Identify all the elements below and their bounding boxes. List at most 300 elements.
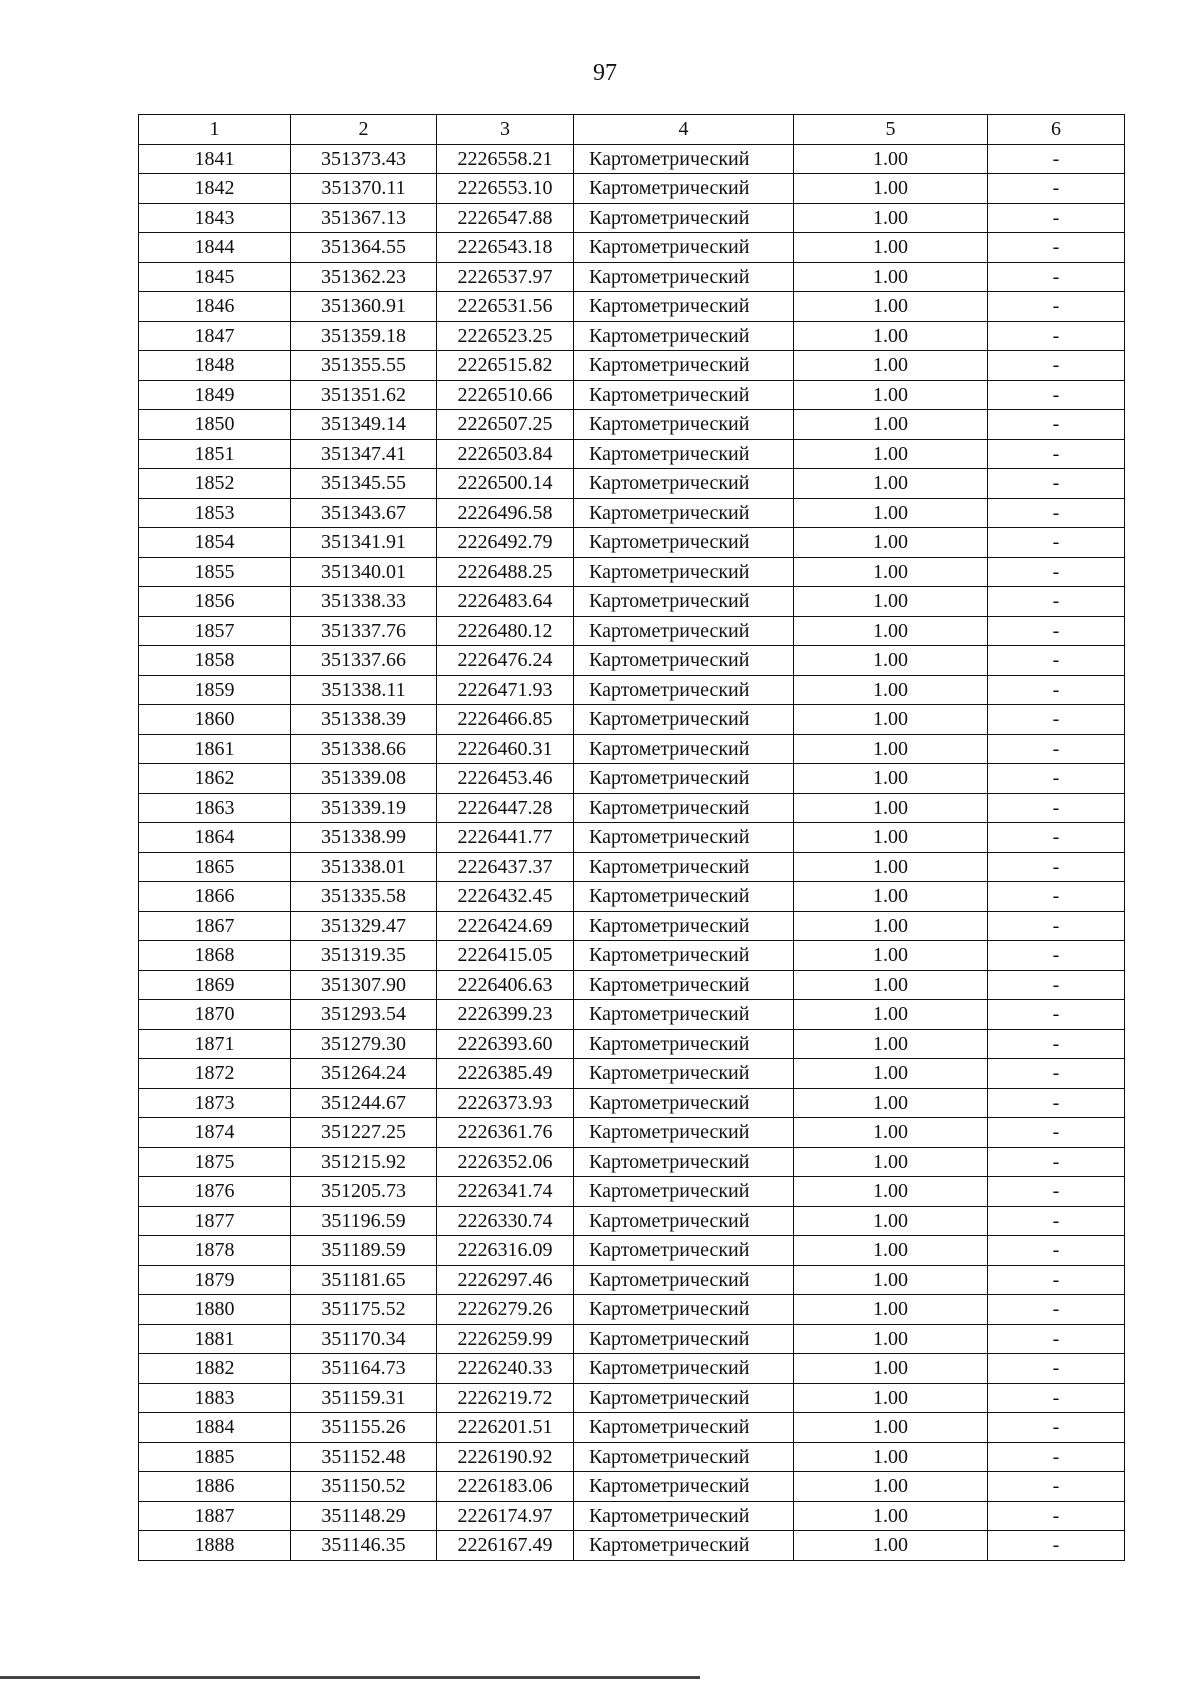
accuracy-cell: 1.00: [794, 793, 988, 823]
description-cell: -: [988, 734, 1125, 764]
y-coordinate-cell: 2226500.14: [437, 469, 574, 499]
y-coordinate-cell: 2226488.25: [437, 557, 574, 587]
method-cell: Картометрический: [574, 469, 794, 499]
x-coordinate-cell: 351343.67: [291, 498, 437, 528]
accuracy-cell: 1.00: [794, 292, 988, 322]
accuracy-cell: 1.00: [794, 646, 988, 676]
y-coordinate-cell: 2226174.97: [437, 1501, 574, 1531]
accuracy-cell: 1.00: [794, 882, 988, 912]
x-coordinate-cell: 351293.54: [291, 1000, 437, 1030]
x-coordinate-cell: 351351.62: [291, 380, 437, 410]
header-col-1: 1: [139, 115, 291, 145]
accuracy-cell: 1.00: [794, 1354, 988, 1384]
description-cell: -: [988, 1324, 1125, 1354]
x-coordinate-cell: 351337.66: [291, 646, 437, 676]
table-row: [139, 1236, 1125, 1266]
table-row: [139, 675, 1125, 705]
table-row: [139, 351, 1125, 381]
accuracy-cell: 1.00: [794, 1206, 988, 1236]
table-row: [139, 793, 1125, 823]
point-number-cell: 1863: [139, 793, 291, 823]
table-row: [139, 469, 1125, 499]
table-row: [139, 439, 1125, 469]
method-cell: Картометрический: [574, 292, 794, 322]
accuracy-cell: 1.00: [794, 823, 988, 853]
y-coordinate-cell: 2226201.51: [437, 1413, 574, 1443]
description-cell: -: [988, 1206, 1125, 1236]
accuracy-cell: 1.00: [794, 557, 988, 587]
method-cell: Картометрический: [574, 1088, 794, 1118]
point-number-cell: 1876: [139, 1177, 291, 1207]
table-row: [139, 1265, 1125, 1295]
method-cell: Картометрический: [574, 557, 794, 587]
y-coordinate-cell: 2226279.26: [437, 1295, 574, 1325]
accuracy-cell: 1.00: [794, 970, 988, 1000]
y-coordinate-cell: 2226399.23: [437, 1000, 574, 1030]
y-coordinate-cell: 2226553.10: [437, 174, 574, 204]
table-row: [139, 321, 1125, 351]
method-cell: Картометрический: [574, 734, 794, 764]
x-coordinate-cell: 351347.41: [291, 439, 437, 469]
method-cell: Картометрический: [574, 1354, 794, 1384]
method-cell: Картометрический: [574, 941, 794, 971]
description-cell: -: [988, 144, 1125, 174]
accuracy-cell: 1.00: [794, 1501, 988, 1531]
x-coordinate-cell: 351338.39: [291, 705, 437, 735]
description-cell: -: [988, 203, 1125, 233]
point-number-cell: 1856: [139, 587, 291, 617]
header-col-6: 6: [988, 115, 1125, 145]
method-cell: Картометрический: [574, 646, 794, 676]
description-cell: -: [988, 469, 1125, 499]
table-row: [139, 262, 1125, 292]
accuracy-cell: 1.00: [794, 410, 988, 440]
description-cell: -: [988, 1501, 1125, 1531]
x-coordinate-cell: 351279.30: [291, 1029, 437, 1059]
table-row: [139, 174, 1125, 204]
description-cell: -: [988, 1236, 1125, 1266]
method-cell: Картометрический: [574, 911, 794, 941]
method-cell: Картометрический: [574, 144, 794, 174]
point-number-cell: 1847: [139, 321, 291, 351]
description-cell: -: [988, 1295, 1125, 1325]
point-number-cell: 1868: [139, 941, 291, 971]
accuracy-cell: 1.00: [794, 911, 988, 941]
point-number-cell: 1874: [139, 1118, 291, 1148]
description-cell: -: [988, 882, 1125, 912]
y-coordinate-cell: 2226523.25: [437, 321, 574, 351]
point-number-cell: 1879: [139, 1265, 291, 1295]
point-number-cell: 1853: [139, 498, 291, 528]
table-row: [139, 1118, 1125, 1148]
table-row: [139, 1059, 1125, 1089]
point-number-cell: 1849: [139, 380, 291, 410]
method-cell: Картометрический: [574, 882, 794, 912]
method-cell: Картометрический: [574, 1531, 794, 1561]
table-body: [139, 144, 1125, 1560]
method-cell: Картометрический: [574, 380, 794, 410]
x-coordinate-cell: 351373.43: [291, 144, 437, 174]
method-cell: Картометрический: [574, 203, 794, 233]
description-cell: -: [988, 1000, 1125, 1030]
table-row: [139, 705, 1125, 735]
y-coordinate-cell: 2226240.33: [437, 1354, 574, 1384]
point-number-cell: 1870: [139, 1000, 291, 1030]
point-number-cell: 1857: [139, 616, 291, 646]
method-cell: Картометрический: [574, 764, 794, 794]
point-number-cell: 1883: [139, 1383, 291, 1413]
table-row: [139, 1354, 1125, 1384]
accuracy-cell: 1.00: [794, 351, 988, 381]
accuracy-cell: 1.00: [794, 380, 988, 410]
y-coordinate-cell: 2226441.77: [437, 823, 574, 853]
accuracy-cell: 1.00: [794, 705, 988, 735]
y-coordinate-cell: 2226190.92: [437, 1442, 574, 1472]
table-row: [139, 1000, 1125, 1030]
y-coordinate-cell: 2226447.28: [437, 793, 574, 823]
table-row: [139, 1413, 1125, 1443]
description-cell: -: [988, 823, 1125, 853]
table-row: [139, 1531, 1125, 1561]
x-coordinate-cell: 351159.31: [291, 1383, 437, 1413]
point-number-cell: 1858: [139, 646, 291, 676]
header-col-4: 4: [574, 115, 794, 145]
y-coordinate-cell: 2226503.84: [437, 439, 574, 469]
x-coordinate-cell: 351196.59: [291, 1206, 437, 1236]
accuracy-cell: 1.00: [794, 1059, 988, 1089]
point-number-cell: 1877: [139, 1206, 291, 1236]
method-cell: Картометрический: [574, 705, 794, 735]
y-coordinate-cell: 2226167.49: [437, 1531, 574, 1561]
y-coordinate-cell: 2226531.56: [437, 292, 574, 322]
x-coordinate-cell: 351367.13: [291, 203, 437, 233]
x-coordinate-cell: 351338.11: [291, 675, 437, 705]
description-cell: -: [988, 174, 1125, 204]
table-row: [139, 1324, 1125, 1354]
x-coordinate-cell: 351338.33: [291, 587, 437, 617]
table-row: [139, 1383, 1125, 1413]
x-coordinate-cell: 351337.76: [291, 616, 437, 646]
accuracy-cell: 1.00: [794, 852, 988, 882]
accuracy-cell: 1.00: [794, 1472, 988, 1502]
description-cell: -: [988, 705, 1125, 735]
method-cell: Картометрический: [574, 1324, 794, 1354]
x-coordinate-cell: 351349.14: [291, 410, 437, 440]
method-cell: Картометрический: [574, 1472, 794, 1502]
x-coordinate-cell: 351215.92: [291, 1147, 437, 1177]
method-cell: Картометрический: [574, 1000, 794, 1030]
accuracy-cell: 1.00: [794, 262, 988, 292]
description-cell: -: [988, 1354, 1125, 1384]
y-coordinate-cell: 2226316.09: [437, 1236, 574, 1266]
method-cell: Картометрический: [574, 852, 794, 882]
y-coordinate-cell: 2226558.21: [437, 144, 574, 174]
accuracy-cell: 1.00: [794, 764, 988, 794]
method-cell: Картометрический: [574, 1501, 794, 1531]
accuracy-cell: 1.00: [794, 1442, 988, 1472]
x-coordinate-cell: 351170.34: [291, 1324, 437, 1354]
method-cell: Картометрический: [574, 1118, 794, 1148]
method-cell: Картометрический: [574, 1206, 794, 1236]
table-row: [139, 587, 1125, 617]
point-number-cell: 1844: [139, 233, 291, 263]
x-coordinate-cell: 351244.67: [291, 1088, 437, 1118]
description-cell: -: [988, 1472, 1125, 1502]
method-cell: Картометрический: [574, 793, 794, 823]
y-coordinate-cell: 2226393.60: [437, 1029, 574, 1059]
method-cell: Картометрический: [574, 970, 794, 1000]
coordinates-table: [138, 114, 1125, 1561]
table-row: [139, 144, 1125, 174]
accuracy-cell: 1.00: [794, 469, 988, 499]
description-cell: -: [988, 764, 1125, 794]
description-cell: -: [988, 528, 1125, 558]
accuracy-cell: 1.00: [794, 1265, 988, 1295]
description-cell: -: [988, 675, 1125, 705]
point-number-cell: 1850: [139, 410, 291, 440]
method-cell: Картометрический: [574, 1295, 794, 1325]
point-number-cell: 1866: [139, 882, 291, 912]
method-cell: Картометрический: [574, 1177, 794, 1207]
point-number-cell: 1888: [139, 1531, 291, 1561]
table-row: [139, 498, 1125, 528]
y-coordinate-cell: 2226415.05: [437, 941, 574, 971]
method-cell: Картометрический: [574, 823, 794, 853]
point-number-cell: 1881: [139, 1324, 291, 1354]
point-number-cell: 1871: [139, 1029, 291, 1059]
description-cell: -: [988, 498, 1125, 528]
description-cell: -: [988, 1118, 1125, 1148]
table-row: [139, 911, 1125, 941]
description-cell: -: [988, 439, 1125, 469]
description-cell: -: [988, 587, 1125, 617]
table-row: [139, 557, 1125, 587]
accuracy-cell: 1.00: [794, 1531, 988, 1561]
method-cell: Картометрический: [574, 174, 794, 204]
description-cell: -: [988, 410, 1125, 440]
header-col-3: 3: [437, 115, 574, 145]
point-number-cell: 1851: [139, 439, 291, 469]
x-coordinate-cell: 351264.24: [291, 1059, 437, 1089]
y-coordinate-cell: 2226453.46: [437, 764, 574, 794]
description-cell: -: [988, 646, 1125, 676]
accuracy-cell: 1.00: [794, 233, 988, 263]
y-coordinate-cell: 2226496.58: [437, 498, 574, 528]
table-row: [139, 616, 1125, 646]
x-coordinate-cell: 351338.66: [291, 734, 437, 764]
point-number-cell: 1878: [139, 1236, 291, 1266]
point-number-cell: 1869: [139, 970, 291, 1000]
y-coordinate-cell: 2226361.76: [437, 1118, 574, 1148]
table-row: [139, 203, 1125, 233]
y-coordinate-cell: 2226480.12: [437, 616, 574, 646]
y-coordinate-cell: 2226537.97: [437, 262, 574, 292]
description-cell: -: [988, 1059, 1125, 1089]
x-coordinate-cell: 351148.29: [291, 1501, 437, 1531]
method-cell: Картометрический: [574, 1413, 794, 1443]
description-cell: -: [988, 351, 1125, 381]
description-cell: -: [988, 1088, 1125, 1118]
method-cell: Картометрический: [574, 233, 794, 263]
x-coordinate-cell: 351189.59: [291, 1236, 437, 1266]
description-cell: -: [988, 557, 1125, 587]
point-number-cell: 1887: [139, 1501, 291, 1531]
table-row: [139, 1177, 1125, 1207]
table-row: [139, 734, 1125, 764]
y-coordinate-cell: 2226466.85: [437, 705, 574, 735]
description-cell: -: [988, 852, 1125, 882]
method-cell: Картометрический: [574, 1383, 794, 1413]
accuracy-cell: 1.00: [794, 1029, 988, 1059]
point-number-cell: 1880: [139, 1295, 291, 1325]
y-coordinate-cell: 2226385.49: [437, 1059, 574, 1089]
x-coordinate-cell: 351319.35: [291, 941, 437, 971]
accuracy-cell: 1.00: [794, 498, 988, 528]
point-number-cell: 1855: [139, 557, 291, 587]
x-coordinate-cell: 351335.58: [291, 882, 437, 912]
point-number-cell: 1884: [139, 1413, 291, 1443]
x-coordinate-cell: 351150.52: [291, 1472, 437, 1502]
point-number-cell: 1867: [139, 911, 291, 941]
description-cell: -: [988, 292, 1125, 322]
accuracy-cell: 1.00: [794, 1324, 988, 1354]
method-cell: Картометрический: [574, 1059, 794, 1089]
accuracy-cell: 1.00: [794, 203, 988, 233]
accuracy-cell: 1.00: [794, 1000, 988, 1030]
y-coordinate-cell: 2226460.31: [437, 734, 574, 764]
table-row: [139, 852, 1125, 882]
page-number: 97: [593, 60, 617, 86]
point-number-cell: 1859: [139, 675, 291, 705]
x-coordinate-cell: 351329.47: [291, 911, 437, 941]
method-cell: Картометрический: [574, 410, 794, 440]
table-row: [139, 882, 1125, 912]
point-number-cell: 1873: [139, 1088, 291, 1118]
y-coordinate-cell: 2226424.69: [437, 911, 574, 941]
point-number-cell: 1852: [139, 469, 291, 499]
y-coordinate-cell: 2226259.99: [437, 1324, 574, 1354]
x-coordinate-cell: 351175.52: [291, 1295, 437, 1325]
point-number-cell: 1865: [139, 852, 291, 882]
table-row: [139, 410, 1125, 440]
method-cell: Картометрический: [574, 1147, 794, 1177]
table-row: [139, 764, 1125, 794]
y-coordinate-cell: 2226510.66: [437, 380, 574, 410]
x-coordinate-cell: 351181.65: [291, 1265, 437, 1295]
method-cell: Картометрический: [574, 1029, 794, 1059]
method-cell: Картометрический: [574, 321, 794, 351]
point-number-cell: 1846: [139, 292, 291, 322]
accuracy-cell: 1.00: [794, 1147, 988, 1177]
y-coordinate-cell: 2226515.82: [437, 351, 574, 381]
table-row: [139, 1029, 1125, 1059]
point-number-cell: 1843: [139, 203, 291, 233]
point-number-cell: 1848: [139, 351, 291, 381]
table-row: [139, 528, 1125, 558]
point-number-cell: 1860: [139, 705, 291, 735]
accuracy-cell: 1.00: [794, 174, 988, 204]
accuracy-cell: 1.00: [794, 1383, 988, 1413]
method-cell: Картометрический: [574, 1442, 794, 1472]
point-number-cell: 1845: [139, 262, 291, 292]
x-coordinate-cell: 351340.01: [291, 557, 437, 587]
y-coordinate-cell: 2226507.25: [437, 410, 574, 440]
description-cell: -: [988, 321, 1125, 351]
method-cell: Картометрический: [574, 675, 794, 705]
x-coordinate-cell: 351146.35: [291, 1531, 437, 1561]
accuracy-cell: 1.00: [794, 1236, 988, 1266]
point-number-cell: 1842: [139, 174, 291, 204]
table-row: [139, 1088, 1125, 1118]
description-cell: -: [988, 262, 1125, 292]
method-cell: Картометрический: [574, 351, 794, 381]
method-cell: Картометрический: [574, 528, 794, 558]
y-coordinate-cell: 2226352.06: [437, 1147, 574, 1177]
description-cell: -: [988, 793, 1125, 823]
x-coordinate-cell: 351360.91: [291, 292, 437, 322]
description-cell: -: [988, 1531, 1125, 1561]
point-number-cell: 1864: [139, 823, 291, 853]
accuracy-cell: 1.00: [794, 616, 988, 646]
table-row: [139, 970, 1125, 1000]
x-coordinate-cell: 351355.55: [291, 351, 437, 381]
point-number-cell: 1886: [139, 1472, 291, 1502]
x-coordinate-cell: 351359.18: [291, 321, 437, 351]
description-cell: -: [988, 233, 1125, 263]
description-cell: -: [988, 1413, 1125, 1443]
x-coordinate-cell: 351341.91: [291, 528, 437, 558]
description-cell: -: [988, 1265, 1125, 1295]
table-row: [139, 941, 1125, 971]
x-coordinate-cell: 351339.08: [291, 764, 437, 794]
x-coordinate-cell: 351155.26: [291, 1413, 437, 1443]
point-number-cell: 1872: [139, 1059, 291, 1089]
y-coordinate-cell: 2226432.45: [437, 882, 574, 912]
y-coordinate-cell: 2226547.88: [437, 203, 574, 233]
y-coordinate-cell: 2226476.24: [437, 646, 574, 676]
method-cell: Картометрический: [574, 1265, 794, 1295]
accuracy-cell: 1.00: [794, 1118, 988, 1148]
description-cell: -: [988, 1029, 1125, 1059]
x-coordinate-cell: 351164.73: [291, 1354, 437, 1384]
point-number-cell: 1882: [139, 1354, 291, 1384]
point-number-cell: 1861: [139, 734, 291, 764]
y-coordinate-cell: 2226406.63: [437, 970, 574, 1000]
description-cell: -: [988, 970, 1125, 1000]
y-coordinate-cell: 2226492.79: [437, 528, 574, 558]
y-coordinate-cell: 2226373.93: [437, 1088, 574, 1118]
description-cell: -: [988, 1383, 1125, 1413]
header-col-2: 2: [291, 115, 437, 145]
point-number-cell: 1885: [139, 1442, 291, 1472]
accuracy-cell: 1.00: [794, 734, 988, 764]
accuracy-cell: 1.00: [794, 439, 988, 469]
y-coordinate-cell: 2226297.46: [437, 1265, 574, 1295]
table-row: [139, 1442, 1125, 1472]
header-col-5: 5: [794, 115, 988, 145]
x-coordinate-cell: 351364.55: [291, 233, 437, 263]
point-number-cell: 1875: [139, 1147, 291, 1177]
x-coordinate-cell: 351345.55: [291, 469, 437, 499]
description-cell: -: [988, 1147, 1125, 1177]
x-coordinate-cell: 351227.25: [291, 1118, 437, 1148]
table-row: [139, 1501, 1125, 1531]
accuracy-cell: 1.00: [794, 528, 988, 558]
y-coordinate-cell: 2226543.18: [437, 233, 574, 263]
y-coordinate-cell: 2226183.06: [437, 1472, 574, 1502]
y-coordinate-cell: 2226330.74: [437, 1206, 574, 1236]
accuracy-cell: 1.00: [794, 675, 988, 705]
